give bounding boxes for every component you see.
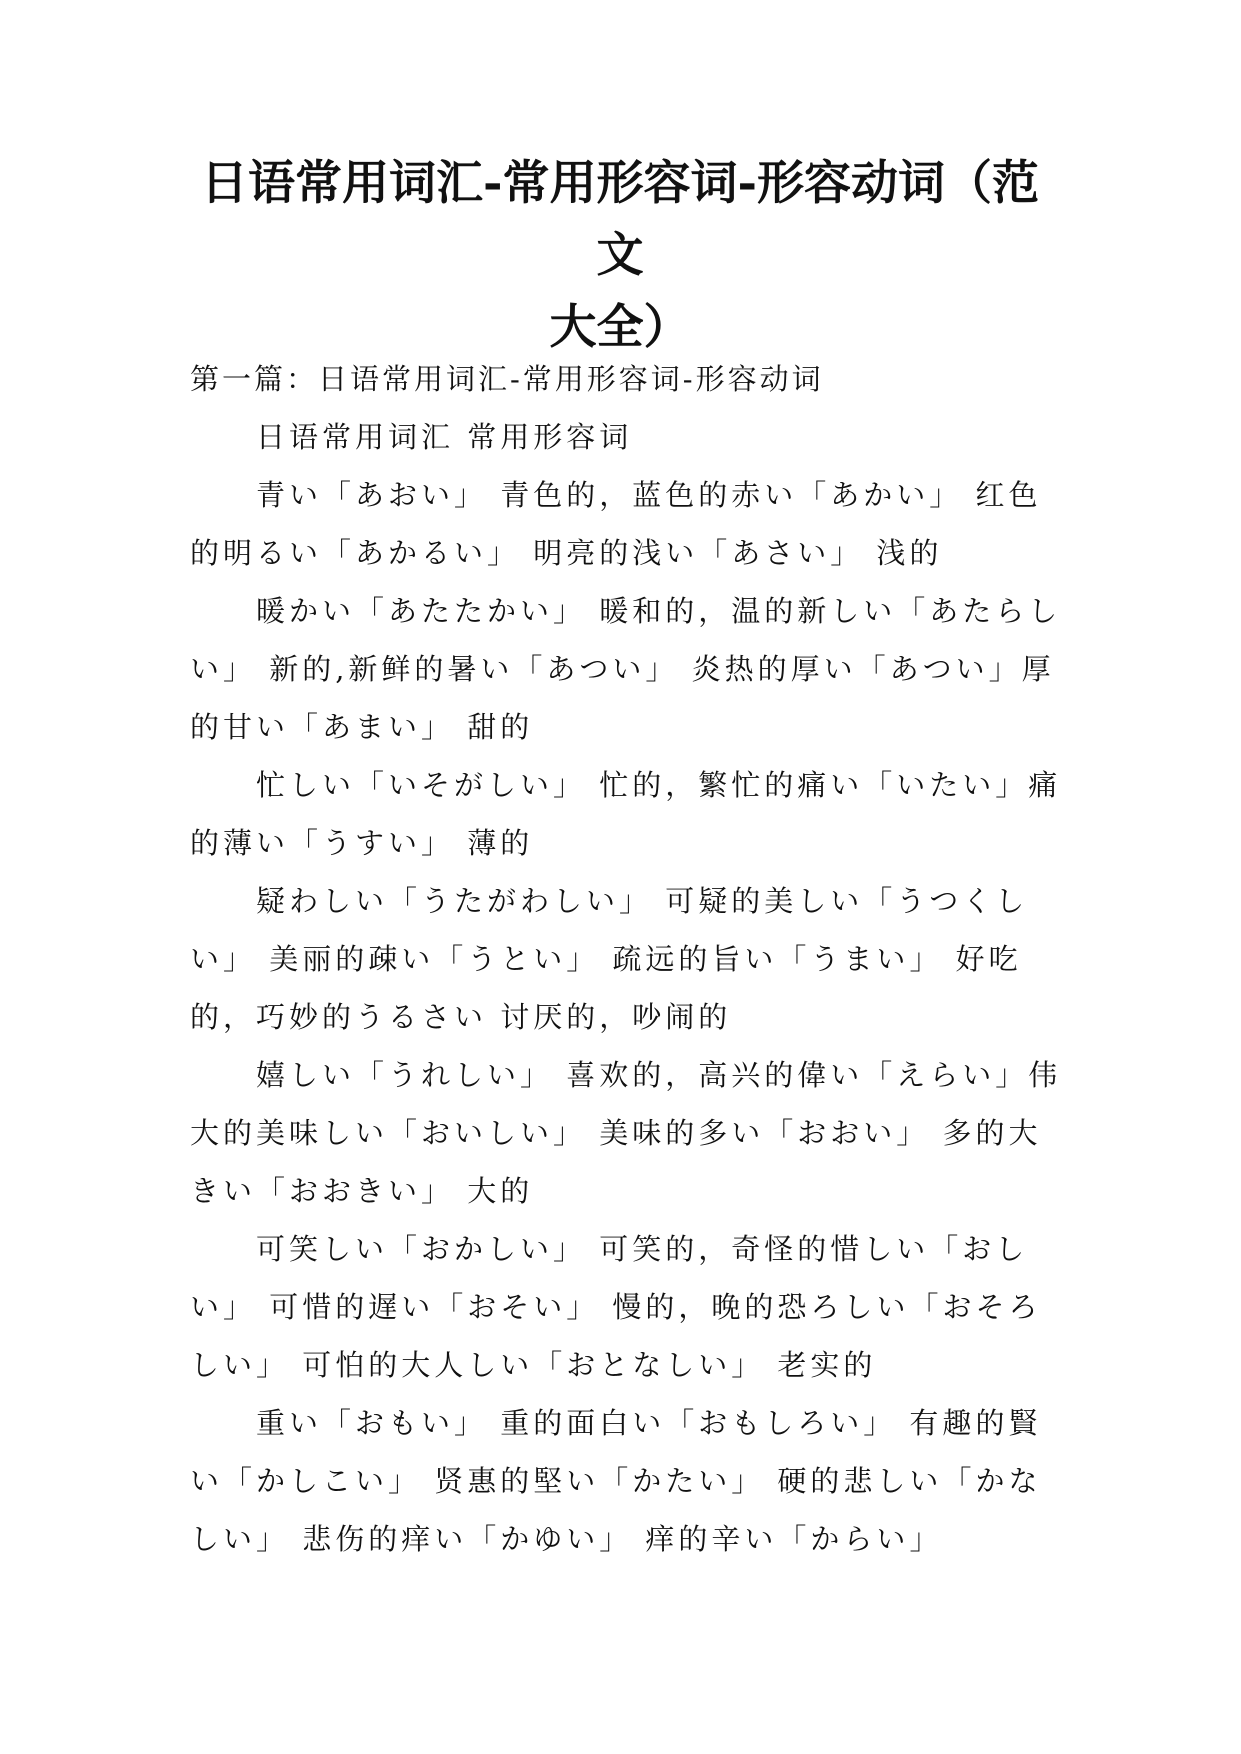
- title-line-1: 日语常用词汇-常用形容词-形容动词（范文: [200, 156, 1039, 283]
- vocabulary-paragraph: 嬉しい「うれしい」 喜欢的，高兴的偉い「えらい」伟大的美味しい「おいしい」 美味的多い「おおい」 多的大きい「おおきい」 大的: [190, 1058, 1062, 1208]
- document-body: [190, 350, 1070, 1568]
- subheading-paragraph: 日语常用词汇 常用形容词: [256, 420, 633, 454]
- vocabulary-paragraph: 暖かい「あたたかい」 暖和的，温的新しい「あたらしい」 新的,新鲜的暑い「あつい」 炎热的厚い「あつい」厚的甘い「あまい」 甜的: [190, 594, 1062, 744]
- vocabulary-paragraph: 疑わしい「うたがわしい」 可疑的美しい「うつくしい」 美丽的疎い「うとい」 疏远的旨い「うまい」 好吃的，巧妙的うるさい 讨厌的，吵闹的: [190, 884, 1029, 1034]
- section-heading: 第一篇：日语常用词汇-常用形容词-形容动词: [190, 362, 824, 396]
- vocabulary-paragraph: 青い「あおい」 青色的，蓝色的赤い「あかい」 红色的明るい「あかるい」 明亮的浅い「あさい」 浅的: [190, 478, 1042, 570]
- vocabulary-paragraph: 重い「おもい」 重的面白い「おもしろい」 有趣的賢い「かしこい」 贤惠的堅い「かたい」 硬的悲しい「かなしい」 悲伤的痒い「かゆい」 痒的辛い「からい」: [190, 1406, 1042, 1556]
- title-line-2: 大全）: [549, 300, 691, 355]
- vocabulary-paragraph: 忙しい「いそがしい」 忙的，繁忙的痛い「いたい」痛的薄い「うすい」 薄的: [190, 768, 1062, 860]
- vocabulary-paragraph: 可笑しい「おかしい」 可笑的，奇怪的惜しい「おしい」 可惜的遅い「おそい」 慢的，晚的恐ろしい「おそろしい」 可怕的大人しい「おとなしい」 老实的: [190, 1232, 1042, 1382]
- document-title: [180, 148, 1060, 364]
